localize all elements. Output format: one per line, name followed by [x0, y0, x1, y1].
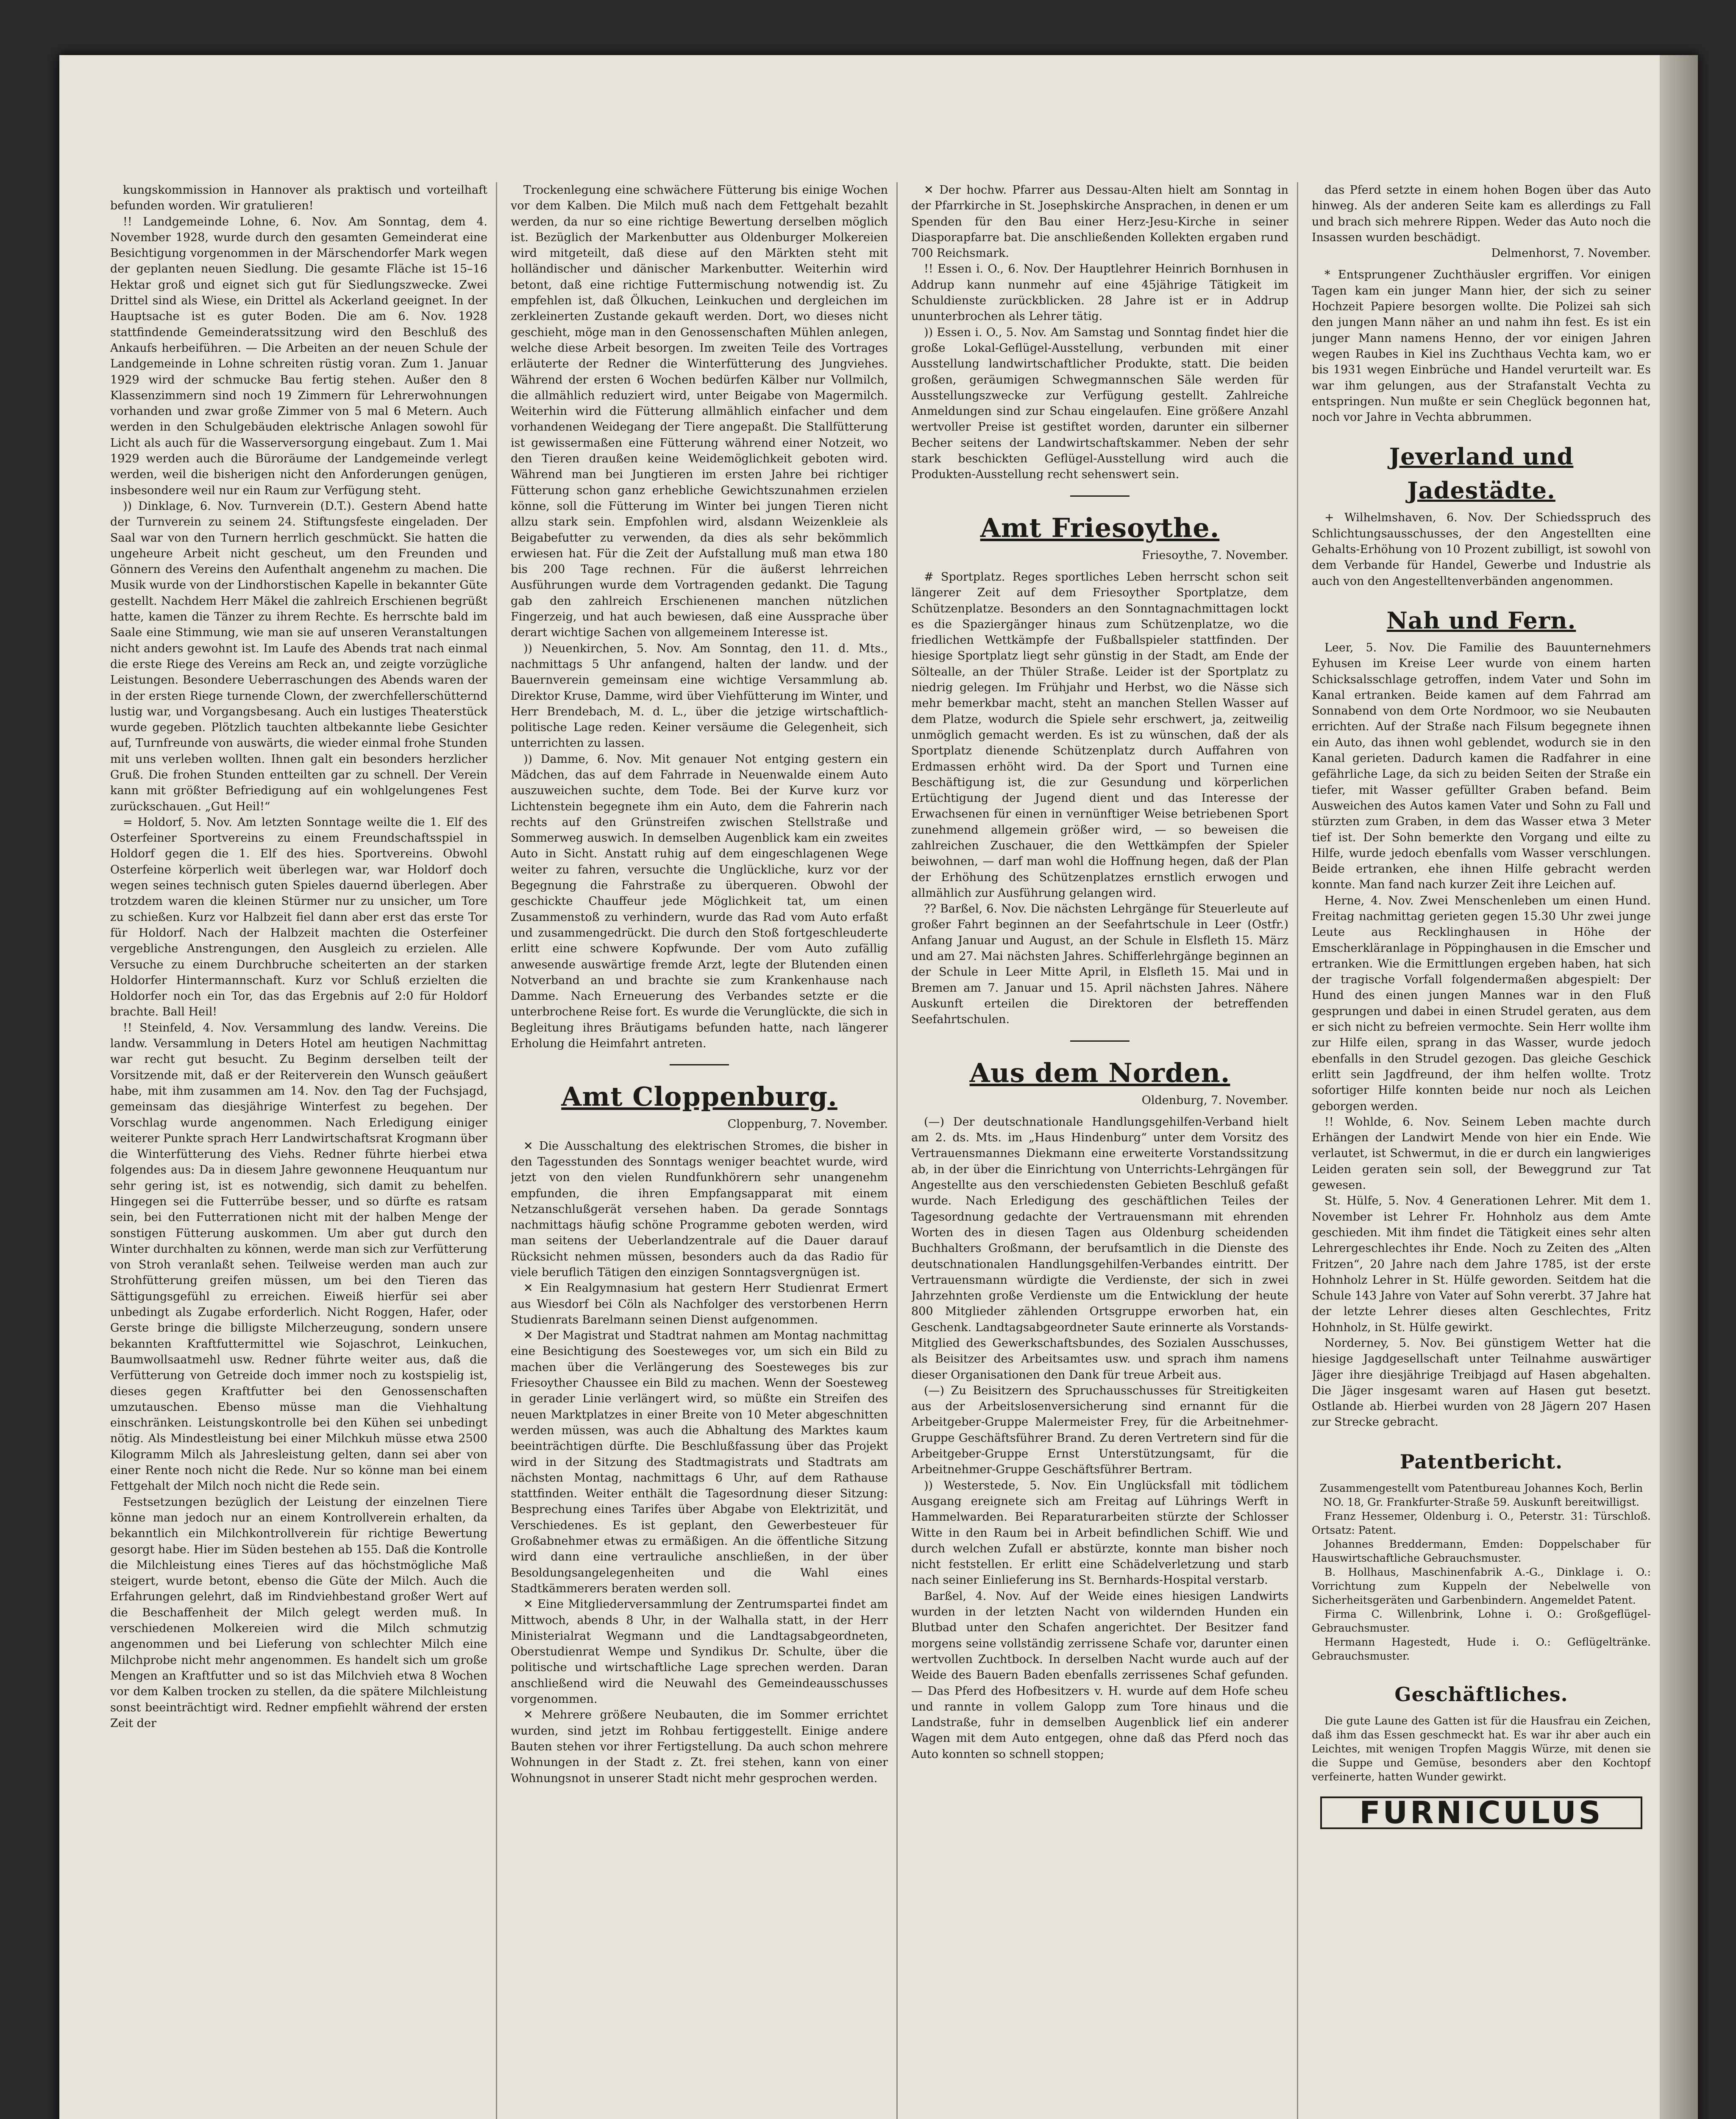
patent-entry: Firma C. Willenbrink, Lohne i. O.: Großgeflügel-Gebrauchsmuster.	[1312, 1607, 1651, 1634]
article: Leer, 5. Nov. Die Familie des Bauunternehmers Eyhusen im Kreise Leer wurde von einem harten Schicksalsschlage getroffen, indem Vater und Sohn im Kanal ertranken. Beide kamen auf dem Fahrrad am Sonnabend von dem Orte Nordmoor, wo sie Neubauten errichten. Auf der Straße nach Filsum begegnete ihnen ein Auto, das ihnen wohl geblendet, wodurch sie in den Kanal gerieten. Dadurch kamen die Radfahrer in eine gefährliche Lage, da sich zu beiden Seiten der Straße ein tiefer, mit Wasser gefüllter Graben befand. Beim Ausweichen des Autos kamen Vater und Sohn zu Fall und stürzten zum Graben, in dem das Wasser etwa 3 Meter tief ist. Der Sohn bemerkte den Vorgang und eilte zu Hilfe, wurde jedoch ebenfalls vom Wasser verschlungen. Beide ertranken, ehe ihnen Hilfe gebracht werden konnte. Man fand nach kurzer Zeit ihre Leichen auf.	[1312, 641, 1651, 892]
article: ✕ Ein Realgymnasium hat gestern Herr Studienrat Ermert aus Wiesdorf bei Cöln als Nachfolger des verstorbenen Herrn Studienrats Barelmann seinen Dienst aufgenommen.	[511, 1282, 888, 1326]
page-edge-shadow	[1660, 55, 1698, 2119]
article: ?? Barßel, 6. Nov. Die nächsten Lehrgänge für Steuerleute auf großer Fahrt beginnen an der Seefahrtschule in Leer (Ostfr.) Anfang Januar und August, an der Schule in Elsfleth 15. März und am 27. Mai nächsten Jahres. Schifferlehrgänge beginnen an der Schule in Leer Mitte April, in Elsfleth 15. Mai und in Bremen am 7. Januar und 15. April nächsten Jahres. Nähere Auskunft erteilen die Direktoren der betreffenden Seefahrtschulen.	[911, 902, 1288, 1026]
patent-intro: Zusammengestellt vom Patentbureau Johannes Koch, Berlin NO. 18, Gr. Frankfurter-Straße 59. Auskunft bereitwilligst.	[1319, 1482, 1643, 1508]
section-title-cloppenburg: Amt Cloppenburg.	[561, 1081, 837, 1112]
article: !! Landgemeinde Lohne, 6. Nov. Am Sonntag, dem 4. November 1928, wurde durch den gesamten Gemeinderat eine Besichtigung vorgenommen in der Märschendorfer Mark wegen der geplanten neuen Siedlung. Die gesamte Fläche ist 15–16 Hektar groß und eignet sich gut für Siedlungszwecke. Zwei Drittel sind als Wiese, ein Drittel als Ackerland geeignet. In der Hauptsache ist es guter Boden. Die am 6. Nov. 1928 stattfindende Gemeinderatssitzung wird den Beschluß des Ankaufs herbeiführen. — Die Arbeiten an der neuen Schule der Landgemeinde in Lohne schreiten rüstig voran. Zum 1. Januar 1929 wird der schmucke Bau fertig stehen. Außer den 8 Klassenzimmern sind noch 19 Zimmern für Lehrerwohnungen vorhanden und zwar große Zimmer von 5 mal 6 Metern. Auch werden in den Schulgebäuden elektrische Anlagen sowohl für Licht als auch für die Wasserversorgung eingebaut. Zum 1. Mai 1929 werden auch die Büroräume der Landgemeinde verlegt werden, weil die bisherigen nicht den Anforderungen genügen, insbesondere weil nur ein Raum zur Verfügung steht.	[110, 215, 487, 497]
article: St. Hülfe, 5. Nov. 4 Generationen Lehrer. Mit dem 1. November ist Lehrer Fr. Hohnholz aus dem Amte geschieden. Mit ihm findet die Tätigkeit eines sehr alten Lehrergeschlechtes ihr Ende. Noch zu Zeiten des „Alten Fritzen“, 20 Jahre nach dem Jahre 1785, ist der erste Hohnholz Lehrer in St. Hülfe geworden. Seitdem hat die Schule 143 Jahre von Vater auf Sohn vererbt. 37 Jahre hat der letzte Lehrer dieses alten Geschlechtes, Fritz Hohnholz, in St. Hülfe gewirkt.	[1312, 1194, 1651, 1334]
advertisement-furniculus: FURNICULUS	[1320, 1796, 1642, 1829]
article: !! Steinfeld, 4. Nov. Versammlung des landw. Vereins. Die landw. Versammlung in Deters Hotel am heutigen Nachmittag war recht gut besucht. Zu Beginm derselben teilt der Vorsitzende mit, daß er der Reiterverein den Wunsch geäußert habe, mit ihm zusammen am 14. Nov. den Tag der Fuchsjagd, gemeinsam das diesjährige Winterfest zu begehen. Der Vorschlag wurde angenommen. Nach Erledigung einiger weiterer Punkte sprach Herr Landwirtschaftsrat Krogmann über die Winterfütterung des Viehs. Redner führte hierbei etwa folgendes aus: Da in diesem Jahre gewonnene Heuquantum nur sehr gering ist, ist es notwendig, sich damit zu behelfen. Hingegen sei die Futterrübe besser, und so dürfte es ratsam sein, bei den Futterrationen nicht mit der halben Menge der sonstigen Fütterung auskommen. Um aber gut durch den Winter durchhalten zu können, werde man sich zur Verfütterung von Stroh veranlaßt sehen. Teilweise werden man auch zur Strohfütterung greifen müssen, um bei den Tieren das Sättigungsgefühl zu erreichen. Eiweiß hierfür sei aber unbedingt als Zugabe erforderlich. Nicht Roggen, Hafer, oder Gerste bringe die billigste Milcherzeugung, sondern unsere bekannten Kraftfuttermittel wie Sojaschrot, Leinkuchen, Baumwollsaatmehl usw. Redner führte weiter aus, daß die Verfütterung von Getreide doch immer noch zu kostspielig ist, dieses gegen Kraftfutter bei den Genossenschaften umzutauschen. Ebenso müsse man die Viehhaltung einschränken. Leistungskontrolle bei den Kühen sei unbedingt nötig. Als Mindestleistung bei einer Milchkuh müsse etwa 2500 Kilogramm Milch als Jahresleistung gelten, dann sei aber von einer Rente noch nicht die Rede. Nur so könne man bei einem Fettgehalt der Milch noch nicht die Rede sein.	[110, 1021, 487, 1493]
article: ✕ Der Magistrat und Stadtrat nahmen am Montag nachmittag eine Besichtigung des Soesteweges vor, um sich ein Bild zu machen über die Verlängerung des Soesteweges bis zur Friesoyther Chaussee ein Bild zu machen. Wenn der Soesteweg in gerader Linie verlängert wird, so müßte ein Streifen des neuen Marktplatzes in einer Breite von 10 Meter abgeschnitten werden müssen, was auch die Abhaltung des Marktes kaum beeinträchtigen dürfte. Die Beschlußfassung über das Projekt wird in der Sitzung des Stadtmagistrats und Stadtrats am nächsten Montag, nachmittags 6 Uhr, auf dem Rathause stattfinden. Weiter enthält die Tagesordnung dieser Sitzung: Besprechung eines Tarifes über Abgabe von Elektrizität, und Verschiedenes. Es ist geplant, den Gewerbesteuer für Großabnehmer etwas zu ermäßigen. An die öffentliche Sitzung wird dann eine vertrauliche anschließen, in der über Besoldungsangelegenheiten und die Wahl eines Stadtkämmerers beraten werden soll.	[511, 1329, 888, 1595]
article: Festsetzungen bezüglich der Leistung der einzelnen Tiere könne man jedoch nur an einem Kontrollverein erhalten, da bekanntlich ein Milchkontrollverein für richtige Bewertung gesorgt habe. Hier im Süden bestehen ab 155. Daß die Kontrolle die Milchleistung eines Tieres auf das höchstmögliche Maß steigert, wurde betont, ebenso die Güte der Milch. Auch die Erfahrungen gelehrt, daß im Rindviehbestand großer Wert auf die Beschaffenheit der Milch gelegt werden muß. In verschiedenen Molkereien wird die Milch schmutzig angenommen und bei Lieferung von schlechter Milch eine Milchprobe nicht mehr angenommen. Es handelt sich um große Mengen an Kraftfutter und so ist das Milchvieh etwa 8 Wochen vor dem Kalben trocken zu stellen, da die spätere Milchleistung sonst beeinträchtigt wird. Redner empfiehlt während der ersten Zeit der	[110, 1495, 487, 1730]
section-title-jeverland: Jeverland und Jadestädte.	[1389, 443, 1574, 504]
section-rule	[1070, 1040, 1130, 1042]
section-rule	[1070, 495, 1130, 497]
dateline: Cloppenburg, 7. November.	[727, 1118, 888, 1131]
patent-entry: Hermann Hagestedt, Hude i. O.: Geflügeltränke. Gebrauchsmuster.	[1312, 1635, 1651, 1662]
section-title-friesoythe: Amt Friesoythe.	[980, 512, 1220, 543]
column-2	[511, 182, 888, 2119]
column-divider	[496, 182, 497, 2119]
section-rule	[670, 1064, 729, 1065]
article: ✕ Eine Mitgliederversammlung der Zentrumspartei findet am Mittwoch, abends 8 Uhr, in der Walhalla statt, in der Herr Ministerialrat Wegmann und die Landtagsabgeordneten, Oberstudienrat Wempe und Syndikus Dr. Schulte, über die politische und wirtschaftliche Lage sprechen werden. Daran anschließend wird die Neuwahl des Gemeindeausschusses vorgenommen.	[511, 1598, 888, 1706]
article: (—) Der deutschnationale Handlungsgehilfen-Verband hielt am 2. ds. Mts. im „Haus Hindenburg“ unter dem Vorsitz des Vertrauensmannes Diekmann eine erweiterte Vorstandssitzung ab, in der über die Einrichtung von Unterrichts-Lehrgängen für Angestellte aus den verschiedensten Gebieten Beschluß gefaßt wurde. Nach Erledigung des geschäftlichen Teiles der Tagesordnung gedachte der Vertrauensmann mit ehrenden Worten des in diesen Tagen aus Oldenburg scheidenden Buchhalters Großmann, der berufsamtlich in die Dienste des deutschnationalen Handlungsgehilfen-Verbandes eintritt. Der Vertrauensmann würdigte die Verdienste, der sich in zwei Jahrzehnten große Verdienste um die Entwicklung der heute 800 Mitglieder zählenden Ortsgruppe erworben hat, ein Geschenk. Landtagsabgeordneter Saute erinnerte als Vorstands-Mitglied des Gewerkschaftsbundes, des Sozialen Ausschusses, als Beisitzer des Arbeitsamtes usw. und sprach ihm namens dieser Organisationen den Dank für treue Arbeit aus.	[911, 1115, 1288, 1382]
article: Barßel, 4. Nov. Auf der Weide eines hiesigen Landwirts wurden in der letzten Nacht von wildernden Hunden ein Blutbad unter den Schafen angerichtet. Der Besitzer fand morgens seine vollständig zerrissene Schafe vor, darunter einen wertvollen Zuchtbock. In derselben Nacht wurde auch auf der Weide des Bauern Baden ebenfalls zerrissenes Schaf gefunden. — Das Pferd des Hofbesitzers v. H. wurde auf dem Hofe scheu und rannte in vollem Galopp zum Tore hinaus und die Landstraße, fuhr in demselben Augenblick lief ein anderer Wagen mit dem Auto entgegen, ohne daß das Pferd noch das Auto konnten so schnell stoppen;	[911, 1589, 1288, 1761]
article: * Entsprungener Zuchthäusler ergriffen. Vor einigen Tagen kam ein junger Mann hier, der sich zu seiner Hochzeit Papiere besorgen wollte. Die Polizei sah sich den jungen Mann näher an und nahm ihn fest. Es ist ein junger Mann namens Henno, der vor einigen Jahren wegen Raubes in Kiel ins Zuchthaus Vechta kam, wo er bis 1931 wegen Einbrüche und Handel verurteilt war. Es war ihm gelungen, aus der Strafanstalt Vechta zu entspringen. Nun mußte er sein Cheglück begonnen hat, noch vor Jahre in Vechta abbrummen.	[1312, 268, 1651, 424]
article: )) Dinklage, 6. Nov. Turnverein (D.T.). Gestern Abend hatte der Turnverein zu seinem 24. Stiftungsfeste eingeladen. Der Saal war von den Turnern herrlich geschmückt. Sie hatten die ungeheure Arbeit nicht gescheut, um den Freunden und Gönnern des Vereins den Aufenthalt angenehm zu machen. Die Musik wurde von der Lindhorstischen Kapelle in bekannter Güte gestellt. Nachdem Herr Mäkel die zahlreich Erschienen begrüßt hatte, kamen die Tänzer zu ihrem Rechte. Es herrschte bald im Saale eine Stimmung, wie man sie auf unseren Veranstaltungen nicht anders gewohnt ist. Im Laufe des Abends trat nach einmal die erste Riege des Vereins am Reck an, und zeigte vorzügliche Leistungen. Besondere Ueberraschungen des Abends waren der in der ersten Riege turnende Clown, der zwerchfellerschütternd lustig war, und Vorgangsbesang. Auch ein lustiges Theaterstück wurde gegeben. Plötzlich tauchten altbekannte liebe Gesichter auf, Turnfreunde von auswärts, die wieder einmal frohe Stunden mit uns verleben wollten. Ihnen galt ein besonders herzlicher Gruß. Die frohen Stunden entteilten gar zu schnell. Der Verein kann mit größter Befriedigung auf ein wohlgelungenes Fest zurückschauen. „Gut Heil!“	[110, 499, 487, 813]
article: )) Westerstede, 5. Nov. Ein Unglücksfall mit tödlichem Ausgang ereignete sich am Freitag auf Lührings Werft in Hammelwarden. Bei Reparaturarbeiten stürzte der Schlosser Witte in den Raum bei in Arbeit befindlichen Schiff. Wie und durch welchen Zufall er abstürzte, konnte man bisher noch nicht feststellen. Er erlitt eine Schädelverletzung und starb nach seiner Einlieferung ins St. Bernhards-Hospital verstarb.	[911, 1479, 1288, 1587]
patent-entry: Franz Hessemer, Oldenburg i. O., Peterstr. 31: Türschloß. Ortsatz: Patent.	[1312, 1510, 1651, 1536]
section-title-patentbericht: Patentbericht.	[1399, 1450, 1563, 1473]
section-title-nah-und-fern: Nah und Fern.	[1386, 606, 1576, 634]
article: kungskommission in Hannover als praktisch und vorteilhaft befunden worden. Wir gratulieren!	[110, 184, 487, 213]
article: + Wilhelmshaven, 6. Nov. Der Schiedsspruch des Schlichtungsausschusses, der den Angestellten eine Gehalts-Erhöhung von 10 Prozent zubilligt, ist sowohl von dem Verbande für Handel, Gewerbe und Industrie als auch von den Angestelltenverbänden angenommen.	[1312, 511, 1651, 588]
patent-entry: Johannes Breddermann, Emden: Doppelschaber für Hauswirtschaftliche Gebrauchsmuster.	[1312, 1538, 1651, 1564]
article: !! Essen i. O., 6. Nov. Der Hauptlehrer Heinrich Bornhusen in Addrup kann nunmehr auf eine 45jährige Tätigkeit im Schuldienste zurückblicken. 28 Jahre ist er in Addrup ununterbrochen als Lehrer tätig.	[911, 262, 1288, 323]
article: ✕ Mehrere größere Neubauten, die im Sommer errichtet wurden, sind jetzt im Rohbau fertiggestellt. Einige andere Bauten stehen vor ihrer Fertigstellung. Da auch schon mehrere Wohnungen in der Stadt z. Zt. frei stehen, kann von einer Wohnungsnot in unserer Stadt nicht mehr gesprochen werden.	[511, 1708, 888, 1785]
article: Herne, 4. Nov. Zwei Menschenleben um einen Hund. Freitag nachmittag gerieten gegen 15.30 Uhr zwei junge Leute aus Recklinghausen in Höhe der Emscherkläranlage in Pöppinghausen in die Emscher und ertranken. Wie die Ermittlungen ergeben haben, hat sich der tragische Vorfall folgendermaßen abgespielt: Der Hund des einen jungen Mannes war in den Fluß gesprungen und dabei in einen Strudel geraten, aus dem er sich nicht zu befreien vermochte. Sein Herr wollte ihm zur Hilfe eilen, sprang in das Wasser, wurde jedoch ebenfalls in den Strudel gezogen. Das gleiche Geschick erlitt sein Jagdfreund, der ihm helfen wollte. Trotz sofortiger Hilfe konnten beide nur noch als Leichen geborgen werden.	[1312, 894, 1651, 1113]
article: Norderney, 5. Nov. Bei günstigem Wetter hat die hiesige Jagdgesellschaft unter Teilnahme auswärtiger Jäger ihre diesjährige Treibjagd auf Hasen abgehalten. Die Jäger insgesamt waren auf Hasen gut besetzt. Ostlande ab. Hierbei wurden von 28 Jägern 207 Hasen zur Strecke gebracht.	[1312, 1337, 1651, 1429]
article: !! Wohlde, 6. Nov. Seinem Leben machte durch Erhängen der Landwirt Mende von hier ein Ende. Wie verlautet, ist Schwermut, in die er durch ein langwieriges Leiden geraten sein soll, der Beweggrund zur Tat gewesen.	[1312, 1115, 1651, 1192]
section-title-norden: Aus dem Norden.	[969, 1057, 1230, 1088]
article: ✕ Der hochw. Pfarrer aus Dessau-Alten hielt am Sonntag in der Pfarrkirche in St. Josephskirche Ansprachen, in denen er um Spenden für den Bau einer Herz-Jesu-Kirche in seiner Diasporapfarre bat. Die anschließenden Kollekten ergaben rund 700 Reichsmark.	[911, 184, 1288, 260]
section-title-geschaeftliches: Geschäftliches.	[1394, 1682, 1568, 1706]
article: (—) Zu Beisitzern des Spruchausschusses für Streitigkeiten aus der Arbeitslosenversicherung sind ernannt für die Arbeitgeber-Gruppe Malermeister Frey, für die Arbeitnehmer-Gruppe Geschäftsführer Brand. Zu deren Vertretern sind für die Arbeitgeber-Gruppe Ernst Unterstützungsamt, für die Arbeitnehmer-Gruppe Geschäftsführer Bertram.	[911, 1384, 1288, 1477]
column-divider	[896, 182, 898, 2119]
article: # Sportplatz. Reges sportliches Leben herrscht schon seit längerer Zeit auf dem Friesoyther Sportplatze, dem Schützenplatze. Besonders an den Sonntagnachmittagen lockt es die Spaziergänger hinaus zum Schützenplatze, wo die friedlichen Wettkämpfe der Fußballspieler stattfinden. Der hiesige Sportplatz liegt sehr günstig in der Stadt, am Ende der Söltealle, an der Thüler Straße. Leider ist der Sportplatz zu niedrig gelegen. Im Frühjahr und Herbst, wo die Nässe sich mehr bemerkbar macht, steht an manchen Stellen Wasser auf dem Platze, wodurch die Spiele sehr erschwert, ja, zeitweilig unmöglich gemacht werden. Es ist zu wünschen, daß der als Sportplatz dienende Schützenplatz durch Auffahren von Erdmassen erhöht wird. Da der Sport und Turnen eine Beschäftigung ist, die zur Gesundung und körperlichen Ertüchtigung der Jugend dient und das Interesse der Erwachsenen für einen in vernünftiger Weise betriebenen Sport zunehmend allgemein größer wird, — so beweisen die zahlreichen Zuschauer, die den Wettkämpfen der Spieler beiwohnen, — darf man wohl die Hoffnung hegen, daß der Plan der Erhöhung des Schützenplatzes ernstlich erwogen und allmählich zur Ausführung gelangen wird.	[911, 570, 1288, 900]
patent-entry: B. Hollhaus, Maschinenfabrik A.-G., Dinklage i. O.: Vorrichtung zum Kuppeln der Nebelwelle von Sicherheitsgeräten und Garbenbindern. Angemeldet Patent.	[1312, 1566, 1651, 1606]
dateline: Delmenhorst, 7. November.	[1491, 247, 1651, 260]
column-3	[911, 182, 1288, 2119]
column-divider	[1297, 182, 1298, 2119]
newspaper-page	[59, 55, 1698, 2119]
article: = Holdorf, 5. Nov. Am letzten Sonntage weilte die 1. Elf des Osterfeiner Sportvereins zu einem Freundschaftsspiel in Holdorf gegen die 1. Elf des hies. Sportvereins. Obwohl Osterfeine körperlich weit überlegen war, war Holdorf doch wegen seines technisch guten Spieles dauernd überlegen. Aber trotzdem waren die kleinen Stürmer nur zu unsicher, um Tore zu schießen. Kurz vor Halbzeit fiel dann aber erst das erste Tor für Holdorf. Nach der Halbzeit machten die Osterfeiner vergebliche Anstrengungen, den Ausgleich zu erzielen. Alle Versuche zu einem Durchbruche scheiterten an der starken Holdorfer Hintermannschaft. Kurz vor Schluß erzielten die Holdorfer noch ein Tor, das das Ergebnis auf 2:0 für Holdorf brachte. Ball Heil!	[110, 815, 487, 1019]
column-1	[110, 182, 487, 2119]
article: )) Damme, 6. Nov. Mit genauer Not entging gestern ein Mädchen, das auf dem Fahrrade in Neuenwalde einem Auto auszuweichen suchte, dem Tode. Bei der Kurve kurz vor Lichtenstein begegnete ihm ein Auto, dem die Fahrerin nach rechts auf den Grünstreifen zwischen Stellstraße und Sommerweg auswich. In demselben Augenblick kam ein zweites Auto in Sicht. Anstatt ruhig auf dem eingeschlagenen Wege weiter zu fahren, versuchte die Unglückliche, kurz vor der Begegnung die Fahrstraße zu überqueren. Obwohl der geschickte Chauffeur jede Möglichkeit tat, um einen Zusammenstoß zu verhindern, wurde das Rad vom Auto erfaßt und zusammengedrückt. Die durch den Stoß fortgeschleuderte erlitt eine schwere Kopfwunde. Der vom Auto zufällig anwesende auswärtige fremde Arzt, legte der Blutenden einen Notverband an und brachte sie zum Krankenhause nach Damme. Nach Erneuerung des Verbandes setzte er die unterbrochene Reise fort. Es wurde die Verunglückte, die sich in Begleitung ihres Bräutigams befunden hatte, nach längerer Erholung die Heimfahrt antreten.	[511, 752, 888, 1051]
article: Trockenlegung eine schwächere Fütterung bis einige Wochen vor dem Kalben. Die Milch muß nach dem Fettgehalt bezahlt werden, da nur so eine richtige Bewertung derselben möglich ist. Bezüglich der Markenbutter aus Oldenburger Molkereien wird mitgeteilt, daß diese auf den Märkten steht mit holländischer und dänischer Markenbutter. Weiterhin wird betont, daß eine richtige Futtermischung notwendig ist. Zu empfehlen ist, daß Ölkuchen, Leinkuchen und dergleichen im zerkleinerten Zustande gekauft werden. Dort, wo dieses nicht geschieht, möge man in den Genossenschaften Mühlen anlegen, welche diese Arbeit besorgen. Im zweiten Teile des Vortrages erläuterte der Redner die Winterfütterung des Jungviehes. Während der ersten 6 Wochen bedürfen Kälber nur Vollmilch, die allmählich reduziert wird, unter Beigabe von Magermilch. Weiterhin wird die Fütterung allmählich einfacher und dem vorhandenen Weidegang der Tiere angepaßt. Die Stallfütterung ist gewissermaßen eine Fütterung während einer Notzeit, wo den Tieren draußen keine Weidemöglichkeit geboten wird. Während man bei Jungtieren im ersten Jahre bei richtiger Fütterung schon ganz erhebliche Gewichtszunahmen erzielen könne, soll die Fütterung im Winter bei jungen Tieren nicht allzu stark sein. Empfohlen wird, alsdann Weizenkleie als Beigabefutter zu verwenden, da dies als sehr bekömmlich erwiesen hat. Für die Zeit der Aufstallung muß man etwa 180 bis 200 Tage rechnen. Für die äußerst lehrreichen Ausführungen wurde dem Vortragenden gedankt. Die Tagung gab den zahlreich Erschienenen manchen nützlichen Fingerzeig, und hat auch bewiesen, daß eine Aussprache über derart wichtige Sachen von allgemeinem Interesse ist.	[511, 184, 888, 640]
article: )) Neuenkirchen, 5. Nov. Am Sonntag, den 11. d. Mts., nachmittags 5 Uhr anfangend, halten der landw. und der Bauernverein gemeinsam eine wichtige Versammlung ab. Direktor Kruse, Damme, wird über Viehfütterung im Winter, und Herr Brendebach, M. d. L., über die jetzige wirtschaftlich-politische Lage reden. Keiner versäume die Gelegenheit, sich unterrichten zu lassen.	[511, 642, 888, 750]
column-4	[1312, 182, 1651, 2119]
article: das Pferd setzte in einem hohen Bogen über das Auto hinweg. Als der anderen Seite kam es allerdings zu Fall und brach sich mehrere Rippen. Weder das Auto noch die Insassen wurden beschädigt.	[1312, 184, 1651, 244]
dateline: Friesoythe, 7. November.	[1142, 548, 1288, 562]
article: ✕ Die Ausschaltung des elektrischen Stromes, die bisher in den Tagesstunden des Sonntags weniger beachtet wurde, wird jetzt von den vielen Rundfunkhörern sehr unangenehm empfunden, die ihren Empfangsapparat mit einem Netzanschlußgerät versehen haben. Da gerade Sonntags nachmittags häufig schöne Programme geboten werden, wird man seitens der Ueberlandzentrale auf die Dauer darauf Rücksicht nehmen müssen, besonders auch da das Radio für viele beruflich Tätigen den einzigen Sonntagsvergnügen ist.	[511, 1139, 888, 1279]
article: Die gute Laune des Gatten ist für die Hausfrau ein Zeichen, daß ihm das Essen geschmeckt hat. Es war ihr aber auch ein Leichtes, mit wenigen Tropfen Maggis Würze, mit denen sie die Suppe und Gemüse, besonders aber den Kochtopf verfeinerte, hatten Wunder gewirkt.	[1312, 1714, 1651, 1783]
dateline: Oldenburg, 7. November.	[1141, 1093, 1288, 1107]
article: )) Essen i. O., 5. Nov. Am Samstag und Sonntag findet hier die große Lokal-Geflügel-Ausstellung, verbunden mit einer Ausstellung landwirtschaftlicher Produkte, statt. Die beiden großen, geräumigen Schwegmannschen Säle werden für Ausstellungszwecke zur Verfügung gestellt. Zahlreiche Anmeldungen sind zur Schau eingelaufen. Eine größere Anzahl wertvoller Preise ist gestiftet worden, darunter ein silberner Becher seitens der Landwirtschaftskammer. Neben der sehr stark beschickten Geflügel-Ausstellung wird auch die Produkten-Ausstellung recht sehenswert sein.	[911, 325, 1288, 481]
